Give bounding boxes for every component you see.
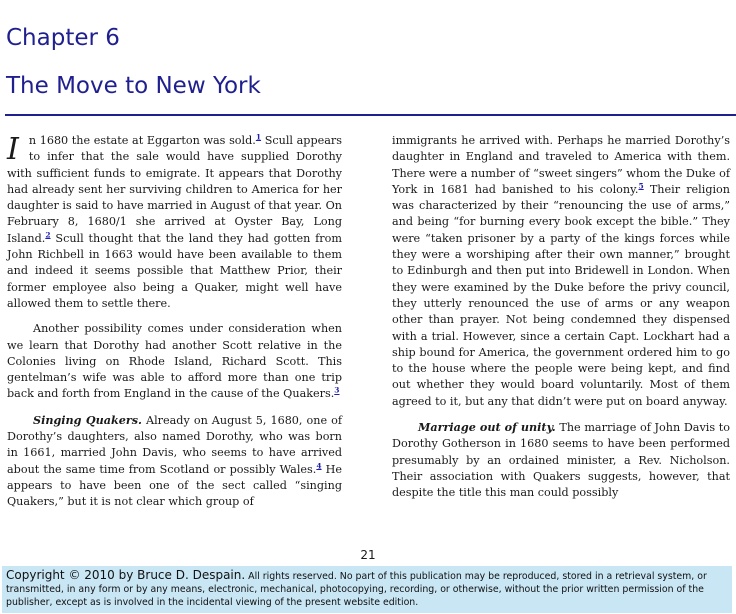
paragraph [7,321,342,402]
footnote-link-2[interactable]: 2 [45,230,51,240]
paragraph-text: Scull thought that the land they had gotten from John Richbell in 1663 would have been available to them and indeed it seems possible that Matthew Prior, their former employee also being a Quaker, might well have allowed them to settle there. [7,231,342,310]
paragraph [392,133,730,410]
paragraph-text: He appears to have been one of the sect called “singing Quakers,” but it is not clear which group of [7,462,342,509]
right-column [392,133,730,511]
paragraph-text: Another possibility comes under consideration when we learn that Dorothy had another Scott relative in the Colonies living on Rhode Island, Richard Scott. This gentelman’s wife was able to afford more than one trip back and forth from England in the cause of the Quakers. [7,322,342,401]
footnote-link-5[interactable]: 5 [638,181,644,191]
paragraph [7,412,342,511]
paragraph-text: n 1680 the estate at Eggarton was sold. [28,134,256,147]
section-run-in-heading: Marriage out of unity. [418,420,556,435]
chapter-number: Chapter 6 [6,25,120,51]
heading-rule [5,114,736,116]
section-run-in-heading: Singing Quakers. [33,412,142,427]
paragraph-text: The marriage of John Davis to Dorothy Gotherson in 1680 seems to have been performed presumably by an ordained minister, a Rev. Nicholson. Their association with Quakers suggests, however, that despite the title this man could possibly [392,421,730,500]
paragraph-text: Scull appears to infer that the sale would have supplied Dorothy with sufficient funds to emigrate. It appears that Dorothy had already sent her surviving children to America for her daughter is said to have married in August of that year. On February 8, 1680/1 she arrived at Oyster Bay, Long Island. [7,134,343,245]
chapter-title: The Move to New York [6,73,261,99]
copyright-lead: Copyright © 2010 by Bruce D. Despain. [6,568,246,582]
page-number: 21 [360,548,376,562]
copyright-notice [2,566,732,613]
paragraph [7,133,342,312]
footnote-link-4[interactable]: 4 [316,460,322,470]
left-column [7,133,342,520]
drop-cap: I [7,132,19,167]
copyright-text: All rights reserved. No part of this publication may be reproduced, stored in a retrieval system, or transmitted, in any form or by any means, electronic, mechanical, photocopying, recording, or otherwise, without the prior written permission of the publisher, except as is involved in the incidental viewing of the present website edition. [6,571,707,608]
paragraph-text: Their religion was characterized by their “renouncing the use of arms,” and being “for burning every book except the bible.” They were “taken prisoner by a party of the kings forces while they were a worshiping after their own manner,” brought to Edinburgh and then put into Bridewell in London. When they were examined by the Duke before the privy council, they utterly renounced the use of arms or any weapon other than prayer. Not being condemned they dispensed with a trial. However, since a certain Capt. Lockhart had a ship bound for America, the government ordered him to go to the house where the people were being kept, and find out whether they would board voluntarily. Most of them agreed to it, but any that didn’t were put on board anyway. [392,182,730,408]
footnote-link-1[interactable]: 1 [255,132,262,142]
paragraph-text: Already on August 5, 1680, one of Dorothy’s daughters, also named Dorothy, who was born in 1661, married John Davis, who seems to have arrived about the same time from Scotland or possibly Wales. [7,413,342,476]
paragraph [392,419,730,501]
paragraph-text: immigrants he arrived with. Perhaps he married Dorothy’s daughter in England and traveled to America with them. There were a number of “sweet singers” whom the Duke of York in 1681 had banished to his colony. [392,134,730,196]
footnote-link-3[interactable]: 3 [334,385,340,395]
